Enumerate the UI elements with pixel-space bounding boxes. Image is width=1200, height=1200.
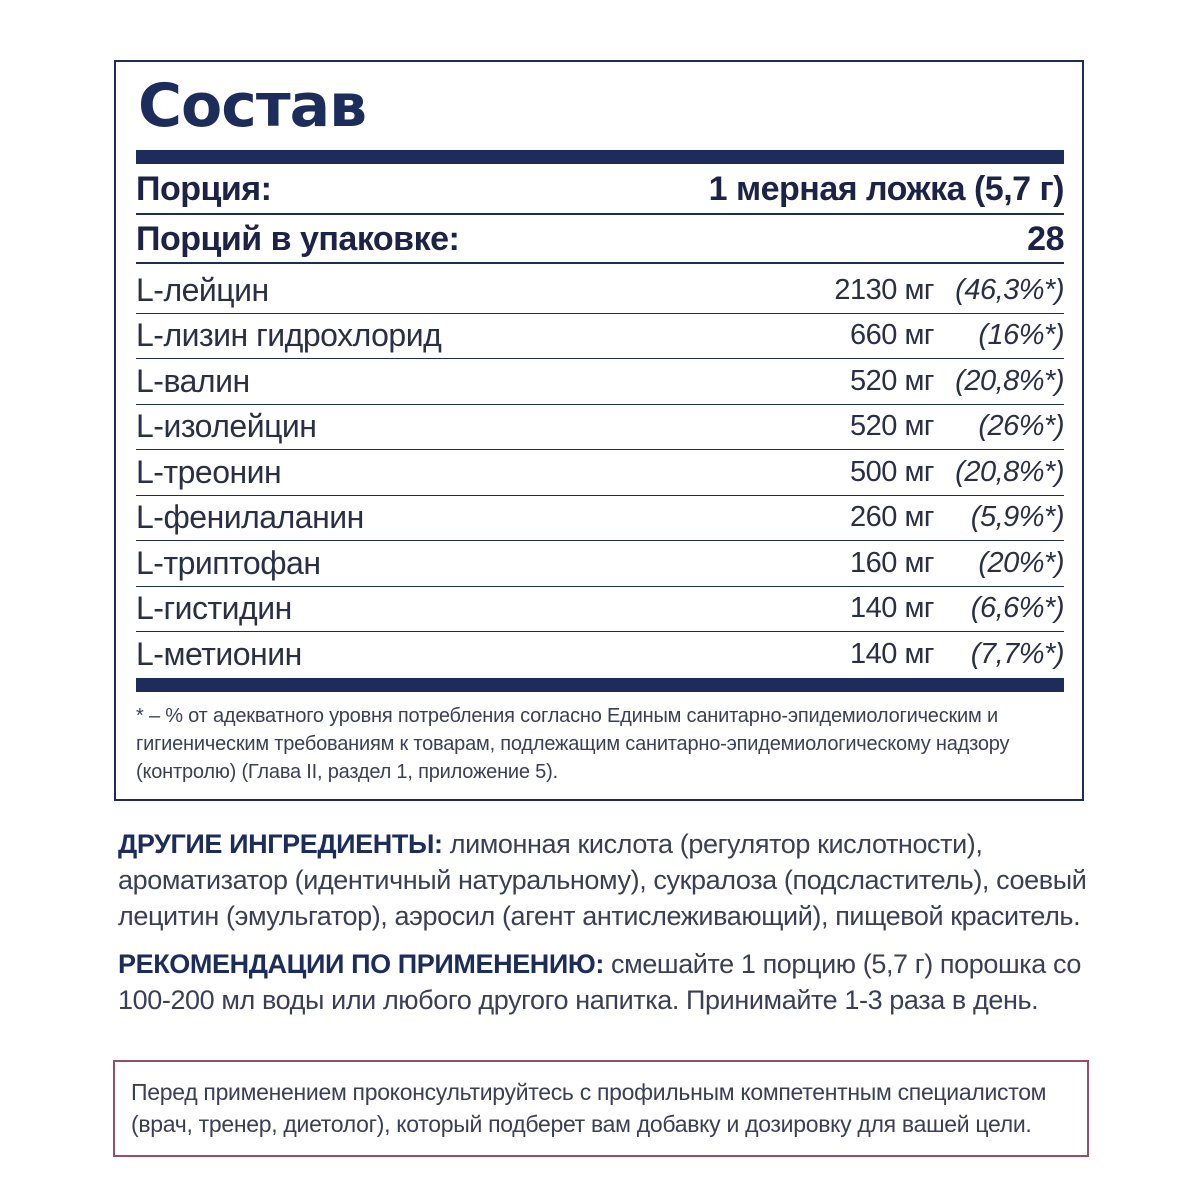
ingredient-percent: (5,9%*)	[970, 501, 1064, 533]
ingredient-amount: 160 мг	[850, 547, 934, 579]
ingredient-percent: (7,7%*)	[970, 638, 1064, 670]
footer-divider-bar	[136, 678, 1064, 692]
ingredient-percent: (20%*)	[978, 547, 1064, 579]
ingredient-row	[136, 586, 1064, 631]
other-ingredients-label: ДРУГИЕ ИНГРЕДИЕНТЫ:	[118, 829, 443, 859]
ingredient-row	[136, 359, 1064, 404]
ingredient-name: L-изолейцин	[136, 408, 317, 444]
ingredient-row	[136, 404, 1064, 449]
ingredient-name: L-триптофан	[136, 545, 321, 581]
ingredient-percent: (6,6%*)	[970, 592, 1064, 624]
other-ingredients-text: лимонная кислота (регулятор кислотности), ароматизатор (идентичный натуральному), сукралоза (подсластитель), соевый лецитин (эмульгатор), аэросил (агент антислеживающий), пищевой краситель.	[118, 829, 1087, 931]
serving-row	[136, 166, 1064, 212]
ingredient-name: L-треонин	[136, 454, 282, 490]
serving-divider	[136, 213, 1064, 215]
ingredient-amount: 260 мг	[850, 501, 934, 533]
ingredient-row	[136, 541, 1064, 586]
other-ingredients	[118, 826, 1088, 934]
ingredient-percent: (20,8%*)	[955, 365, 1064, 397]
servings-divider	[136, 262, 1064, 264]
ingredient-percent: (46,3%*)	[955, 274, 1064, 306]
ingredient-row	[136, 268, 1064, 313]
ingredient-name: L-валин	[136, 363, 250, 399]
ingredient-amount: 660 мг	[850, 319, 934, 351]
usage-label: РЕКОМЕНДАЦИИ ПО ПРИМЕНЕНИЮ:	[118, 949, 604, 979]
ingredient-amount: 500 мг	[850, 456, 934, 488]
usage-recommendations	[118, 946, 1088, 1018]
ingredient-name: L-метионин	[136, 636, 302, 672]
ingredient-amount: 140 мг	[850, 638, 934, 670]
composition-panel	[114, 60, 1084, 801]
ingredient-row	[136, 450, 1064, 495]
ingredient-amount: 520 мг	[850, 365, 934, 397]
ingredient-row	[136, 495, 1064, 540]
composition-title: Состав	[138, 71, 367, 141]
ingredient-percent: (26%*)	[978, 410, 1064, 442]
serving-label: Порция:	[136, 170, 272, 208]
ingredient-name: L-лизин гидрохлорид	[136, 317, 442, 353]
ingredient-amount: 520 мг	[850, 410, 934, 442]
ingredient-name: L-фенилаланин	[136, 499, 364, 535]
serving-value: 1 мерная ложка (5,7 г)	[708, 170, 1064, 208]
servings-per-pack-row	[136, 216, 1064, 262]
ingredient-amount: 2130 мг	[834, 274, 934, 306]
consultation-notice	[113, 1060, 1089, 1157]
ingredient-percent: (16%*)	[978, 319, 1064, 351]
ingredient-row	[136, 313, 1064, 358]
ingredient-percent: (20,8%*)	[955, 456, 1064, 488]
notice-text: Перед применением проконсультируйтесь с профильным компетентным специалистом (врач, тренер, диетолог), который подберет вам добавку и дозировку для вашей цели.	[131, 1079, 1047, 1137]
ingredient-name: L-гистидин	[136, 590, 292, 626]
ingredient-amount: 140 мг	[850, 592, 934, 624]
ingredient-row	[136, 632, 1064, 677]
header-divider-bar	[136, 150, 1064, 164]
footnote: * – % от адекватного уровня потребления согласно Единым санитарно-эпидемиологическим и гигиеническим требованиям к товарам, подлежащим санитарно-эпидемиологическому надзору (контролю) (Глава II, раздел 1, приложение 5).	[136, 705, 1010, 783]
servings-per-pack-label: Порций в упаковке:	[136, 220, 460, 258]
servings-per-pack-value: 28	[1027, 220, 1064, 258]
usage-text: смешайте 1 порцию (5,7 г) порошка со 100-200 мл воды или любого другого напитка. Принимайте 1-3 раза в день.	[118, 949, 1081, 1015]
ingredient-name: L-лейцин	[136, 272, 269, 308]
